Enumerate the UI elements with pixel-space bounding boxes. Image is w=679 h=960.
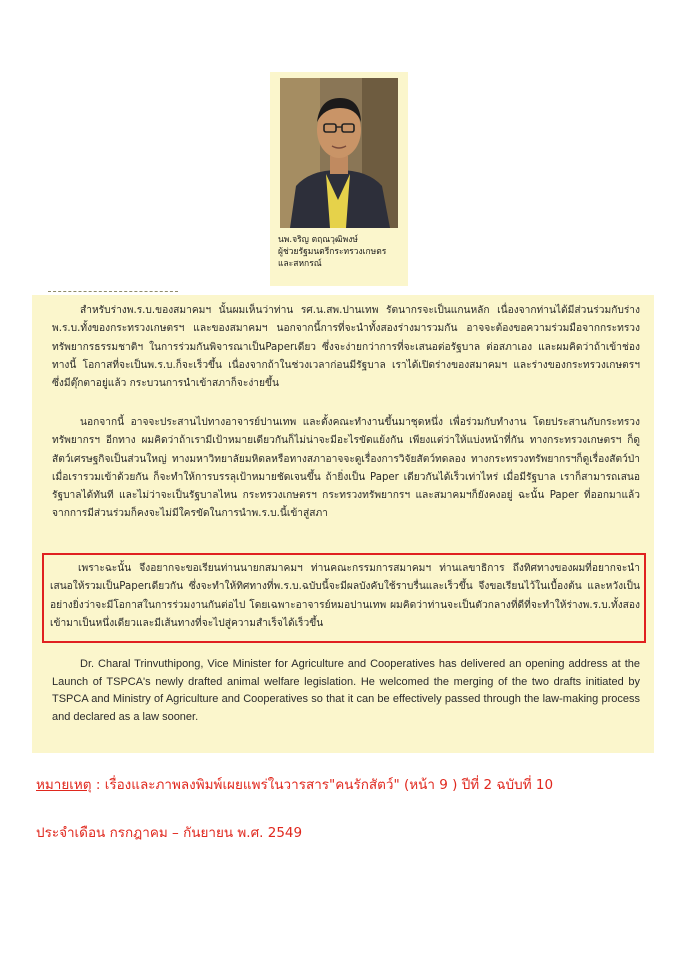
- footnote-label: หมายเหตุ: [36, 777, 92, 793]
- footnote: [36, 773, 553, 795]
- photo-caption: [278, 234, 406, 270]
- article-paragraph-2: นอกจากนี้ อาจจะประสานไปทางอาจารย์ปานเทพ และตั้งคณะทำงานขึ้นมาชุดหนึ่ง เพื่อร่วมกับทำงาน โดยประสานกับกระทรวงทรัพยากรฯ อีกทาง ผมคิดว่าถ้าเรามีเป้าหมายเดียวกันก็ไม่น่าจะมีอะไรขัดแย้งกัน เพียงแต่ว่าให้แบ่งหน้าที่กัน ทางกระทรวงเกษตรฯ ก็ดูสัตว์เศรษฐกิจเป็นส่วนใหญ่ ทางมหาวิทยาลัยมหิดลหรือทางสภาอาจจะดูเรื่องการวิจัยสัตว์ทดลอง ทางกระทรวงทรัพยากรฯก็ดูเรื่องสัตว์ป่า เมื่อเรารวมเข้าด้วยกัน ก็จะทำให้การบรรลุเป้าหมายชัดเจนขึ้น ถ้ายิ่งเป็น Paper เดียวกันได้เร็วเท่าไหร่ เมื่อมีรัฐบาล เราก็สามารถเสนอรัฐบาลได้ทันที และไม่ว่าจะเป็นรัฐบาลไหน กระทรวงเกษตรฯ กระทรวงทรัพยากรฯ และสมาคมฯก็ยังคงอยู่ ฉะนั้น Paper ที่ออกมาแล้วจากการมีส่วนร่วมก็คงจะไม่มีใครขัดในการนำพ.ร.บ.นี้เข้าสู่สภา: [52, 417, 640, 520]
- article-paragraph-1: สำหรับร่างพ.ร.บ.ของสมาคมฯ นั้นผมเห็นว่าท่าน รศ.น.สพ.ปานเทพ รัตนากรจะเป็นแกนหลัก เนื่องจากท่านได้มีส่วนร่วมกับร่าง พ.ร.บ.ทั้งของกระทรวงเกษตรฯ และของสมาคมฯ นอกจากนี้การที่จะนำทั้งสองร่างมารวมกัน อาจจะต้องขอความร่วมมือจากกระทรวงทรัพยากรธรรมชาติฯ ในการร่วมกันพิจารณาเป็นPaperเดียว ซึ่งจะง่ายกว่าการที่จะเสนอต่อรัฐบาล ต่อสภาเอง และผมคิดว่าถ้าเข้าช่องทางนี้ โอกาสที่จะเป็นพ.ร.บ.ก็จะเร็วขึ้น เนื่องจากถ้าในช่วงเวลาก่อนมีรัฐบาล เราได้เปิดร่างของสมาคมฯ และร่างของกระทรวงเกษตรฯ ซึ่งมีตุ๊กตาอยู่แล้ว กระบวนการนำเข้าสภาก็จะง่ายขึ้น: [52, 305, 640, 390]
- caption-name: นพ.จริญ ตฤณวุฒิพงษ์: [278, 235, 358, 245]
- caption-title-2: และสหกรณ์: [278, 259, 322, 269]
- photo-card: [270, 72, 408, 286]
- footnote-text: : เรื่องและภาพลงพิมพ์เผยแพร่ในวารสาร"คนรักสัตว์" (หน้า 9 ) ปีที่ 2 ฉบับที่ 10: [91, 777, 554, 793]
- portrait-photo: [280, 78, 398, 228]
- caption-title: ผู้ช่วยรัฐมนตรีกระทรวงเกษตร: [278, 247, 387, 257]
- cut-line: [48, 291, 178, 296]
- portrait-illustration: [280, 78, 398, 228]
- footnote-date: ประจำเดือน กรกฎาคม – กันยายน พ.ศ. 2549: [36, 825, 303, 841]
- article-paragraph-english: Dr. Charal Trinvuthipong, Vice Minister for Agriculture and Cooperatives has delivered an opening address at the Launch of TSPCA's newly drafted animal welfare legislation. He welcomed the merging of the two drafts initiated by TSPCA and Ministry of Agriculture and Cooperatives so that it can be effectively passed through the law-making process and declared as a law sooner.: [52, 658, 640, 723]
- article-paragraph-highlighted: เพราะฉะนั้น จึงอยากจะขอเรียนท่านนายกสมาคมฯ ท่านคณะกรรมการสมาคมฯ ท่านเลขาธิการ ถึงทิศทางของผมที่อยากจะนำเสนอให้รวมเป็นPaperเดียวกัน ซึ่งจะทำให้ทิศทางที่พ.ร.บ.ฉบับนี้จะมีผลบังคับใช้ราบรื่นและเร็วขึ้น จึงขอเรียนไว้ในเบื้องต้น และหวังเป็นอย่างยิ่งว่าจะมีโอกาสในการร่วมงานกันต่อไป โดยเฉพาะอาจารย์หมอปานเทพ ผมคิดว่าท่านจะเป็นตัวกลางที่ดีที่จะทำให้ร่างพ.ร.บ.ทั้งสองเข้ามาเป็นหนึ่งเดียวและมีเส้นทางที่จะไปสู่ความสำเร็จได้เร็วขึ้น: [50, 563, 640, 629]
